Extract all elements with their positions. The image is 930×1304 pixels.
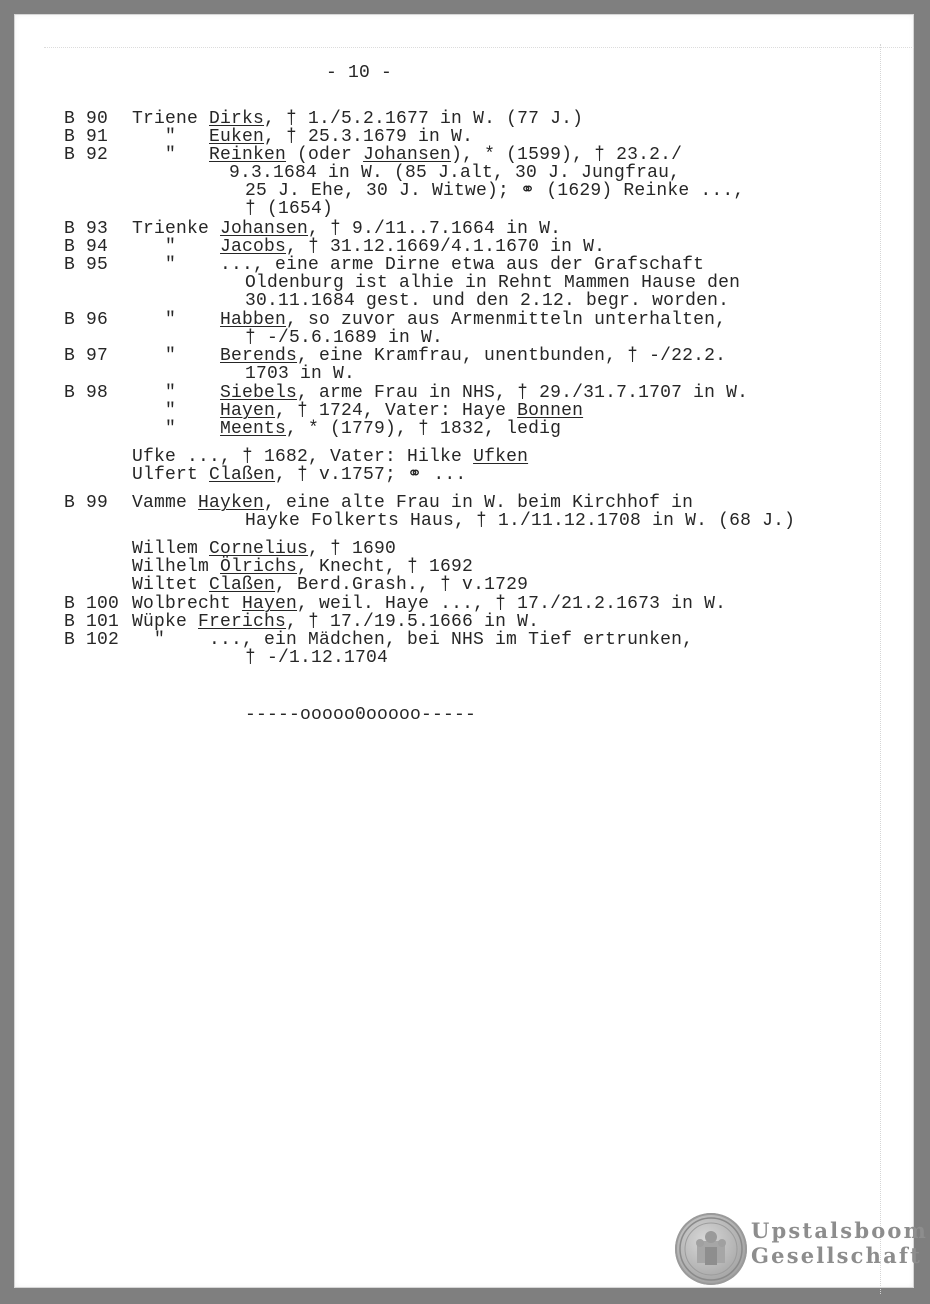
surname: Dirks [209,109,265,129]
surname: Johansen [363,145,452,165]
entry-continuation: 25 J. Ehe, 30 J. Witwe); ⚭ (1629) Reinke ..., [245,181,745,201]
entry-line: " Siebels, arme Frau in NHS, † 29./31.7.1707 in W. [132,383,749,403]
surname: Hayen [242,594,298,614]
entry-line: Wüpke Frerichs, † 17./19.5.1666 in W. [132,612,540,632]
entry-line: " Hayen, † 1724, Vater: Haye Bonnen [132,401,584,421]
surname: Claßen [209,465,276,485]
entry-continuation: † -/1.12.1704 [245,648,389,668]
entry-id: B 91 [64,127,109,147]
page-edge-right [880,44,881,1294]
entry-continuation: 1703 in W. [245,364,356,384]
entry-line: Wolbrecht Hayen, weil. Haye ..., † 17./21.2.1673 in W. [132,594,727,614]
entry-id: B 95 [64,255,109,275]
entry-line: Wilhelm Ölrichs, Knecht, † 1692 [132,557,474,577]
entry-id: B 96 [64,310,109,330]
surname: Hayen [220,401,276,421]
surname: Cornelius [209,539,309,559]
entry-id: B 98 [64,383,109,403]
end-mark: -----ooooo0ooooo----- [245,705,477,725]
surname: Meents [220,419,287,439]
entry-continuation: 30.11.1684 gest. und den 2.12. begr. worden. [245,291,730,311]
surname: Berends [220,346,298,366]
surname: Ölrichs [220,557,298,577]
surname: Claßen [209,575,276,595]
seal-logo [675,1213,747,1285]
entry-line: " Euken, † 25.3.1679 in W. [132,127,474,147]
entry-line: " Berends, eine Kramfrau, unentbunden, † -/22.2. [132,346,727,366]
entry-line: Wiltet Claßen, Berd.Grash., † v.1729 [132,575,529,595]
entry-id: B 101 [64,612,120,632]
surname: Habben [220,310,287,330]
page-number: - 10 - [326,63,393,83]
entry-line: " Meents, * (1779), † 1832, ledig [132,419,562,439]
surname: Jacobs [220,237,287,257]
brand-name-line1: Upstalsboom [751,1218,929,1243]
entry-line: Ulfert Claßen, † v.1757; ⚭ ... [132,465,467,485]
entry-line: Willem Cornelius, † 1690 [132,539,397,559]
surname: Reinken [209,145,287,165]
entry-line: " ..., eine arme Dirne etwa aus der Grafschaft [132,255,705,275]
surname: Bonnen [517,401,584,421]
entry-id: B 90 [64,109,109,129]
entry-line: " ..., ein Mädchen, bei NHS im Tief ertrunken, [132,630,694,650]
entry-continuation: 9.3.1684 in W. (85 J.alt, 30 J. Jungfrau, [229,163,681,183]
entry-line: " Jacobs, † 31.12.1669/4.1.1670 in W. [132,237,606,257]
entry-line: Vamme Hayken, eine alte Frau in W. beim Kirchhof in [132,493,694,513]
entry-id: B 94 [64,237,109,257]
brand-name-line2: Gesellschaft [751,1243,923,1268]
entry-line: Triene Dirks, † 1./5.2.1677 in W. (77 J.) [132,109,584,129]
surname: Ufken [473,447,529,467]
entry-id: B 102 [64,630,120,650]
surname: Frerichs [198,612,287,632]
entry-continuation: Oldenburg ist alhie in Rehnt Mammen Hause den [245,273,741,293]
entry-continuation: † (1654) [245,199,334,219]
entry-id: B 92 [64,145,109,165]
entry-id: B 93 [64,219,109,239]
entry-continuation: Hayke Folkerts Haus, † 1./11.12.1708 in W. (68 J.) [245,511,796,531]
surname: Euken [209,127,265,147]
entry-line: " Habben, so zuvor aus Armenmitteln unterhalten, [132,310,727,330]
entry-line: Ufke ..., † 1682, Vater: Hilke Ufken [132,447,529,467]
page-edge-top [44,47,914,48]
surname: Hayken [198,493,265,513]
entry-id: B 97 [64,346,109,366]
entry-continuation: † -/5.6.1689 in W. [245,328,444,348]
surname: Siebels [220,383,298,403]
surname: Johansen [220,219,309,239]
entry-line: " Reinken (oder Johansen), * (1599), † 23.2./ [132,145,683,165]
entry-line: Trienke Johansen, † 9./11..7.1664 in W. [132,219,562,239]
document-page [14,14,929,1288]
entry-id: B 99 [64,493,109,513]
entry-id: B 100 [64,594,120,614]
